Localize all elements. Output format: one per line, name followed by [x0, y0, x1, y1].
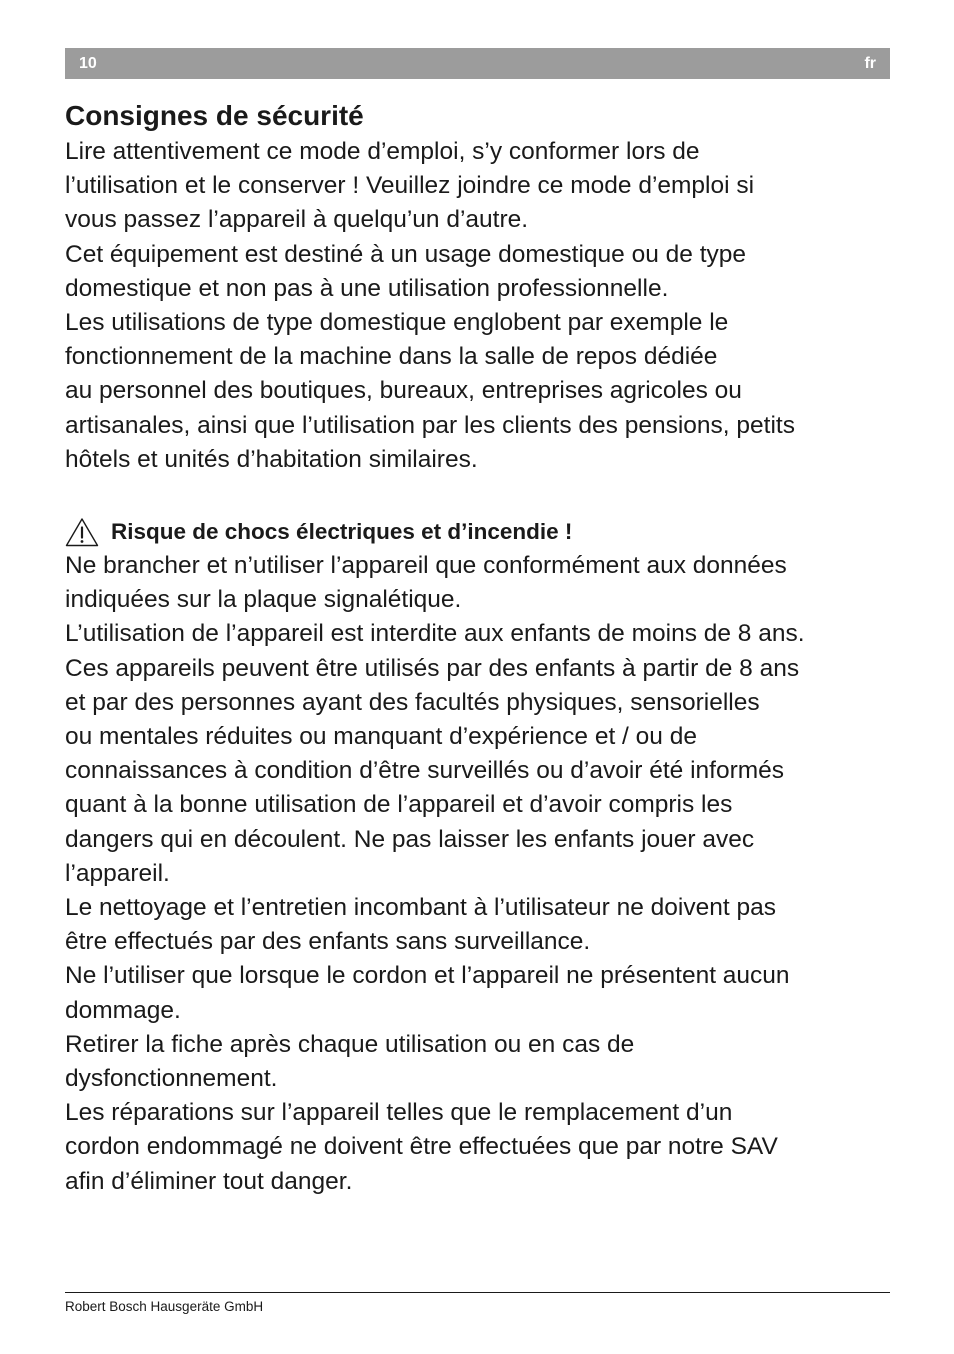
warning-paragraph: Retirer la fiche après chaque utilisation ou en cas de dysfonctionnement.	[65, 1030, 635, 1093]
intro-paragraph: Les utilisations de type domestique englobent par exemple le fonctionnement de la machine dans la salle de repos dédiée au personnel des boutiques, bureaux, entreprises agricoles ou artisanales, ainsi que l’utilisation par les clients des pensions, petits hôtels et unités d’habitation similaires.	[65, 309, 795, 473]
warning-paragraph: Le nettoyage et l’entretien incombant à l’utilisateur ne doivent pas être effectués par des enfants sans surveillance.	[65, 894, 776, 956]
warning-paragraph: L’utilisation de l’appareil est interdite aux enfants de moins de 8 ans.	[65, 620, 805, 648]
warning-triangle-icon	[65, 517, 99, 547]
footer-divider	[65, 1292, 890, 1293]
main-content	[65, 97, 895, 1199]
page-number: 10	[79, 54, 97, 72]
warning-paragraph: Ces appareils peuvent être utilisés par des enfants à partir de 8 ans et par des personnes ayant des facultés physiques, sensorielles ou mentales réduites ou manquant d’expérience et / ou de connaissances à condition d’être surveillés ou d’avoir été informés quant à la bonne utilisation de l’appareil et d’avoir compris les dangers qui en découlent. Ne pas laisser les enfants jouer avec l’appareil.	[65, 654, 800, 887]
warning-paragraph: Les réparations sur l’appareil telles que le remplacement d’un cordon endommagé ne doivent être effectuées que par notre SAV afin d’éliminer tout danger.	[65, 1099, 778, 1195]
intro-paragraph: Lire attentivement ce mode d’emploi, s’y conformer lors de l’utilisation et le conserver ! Veuillez joindre ce mode d’emploi si vous passez l’appareil à quelqu’un d’autre.	[65, 138, 755, 234]
warning-heading-text: Risque de chocs électriques et d’incendie !	[111, 519, 573, 545]
warning-paragraph: Ne l’utiliser que lorsque le cordon et l’appareil ne présentent aucun dommage.	[65, 962, 790, 1024]
footer-company: Robert Bosch Hausgeräte GmbH	[65, 1299, 264, 1314]
language-code: fr	[864, 54, 876, 72]
warning-paragraph: Ne brancher et n’utiliser l’appareil que conformément aux données indiquées sur la plaque signalétique.	[65, 552, 787, 614]
page-header-bar	[65, 48, 890, 79]
section-title: Consignes de sécurité	[65, 100, 364, 131]
warning-heading	[65, 515, 895, 549]
intro-paragraph: Cet équipement est destiné à un usage domestique ou de type domestique et non pas à une utilisation professionnelle.	[65, 240, 747, 302]
